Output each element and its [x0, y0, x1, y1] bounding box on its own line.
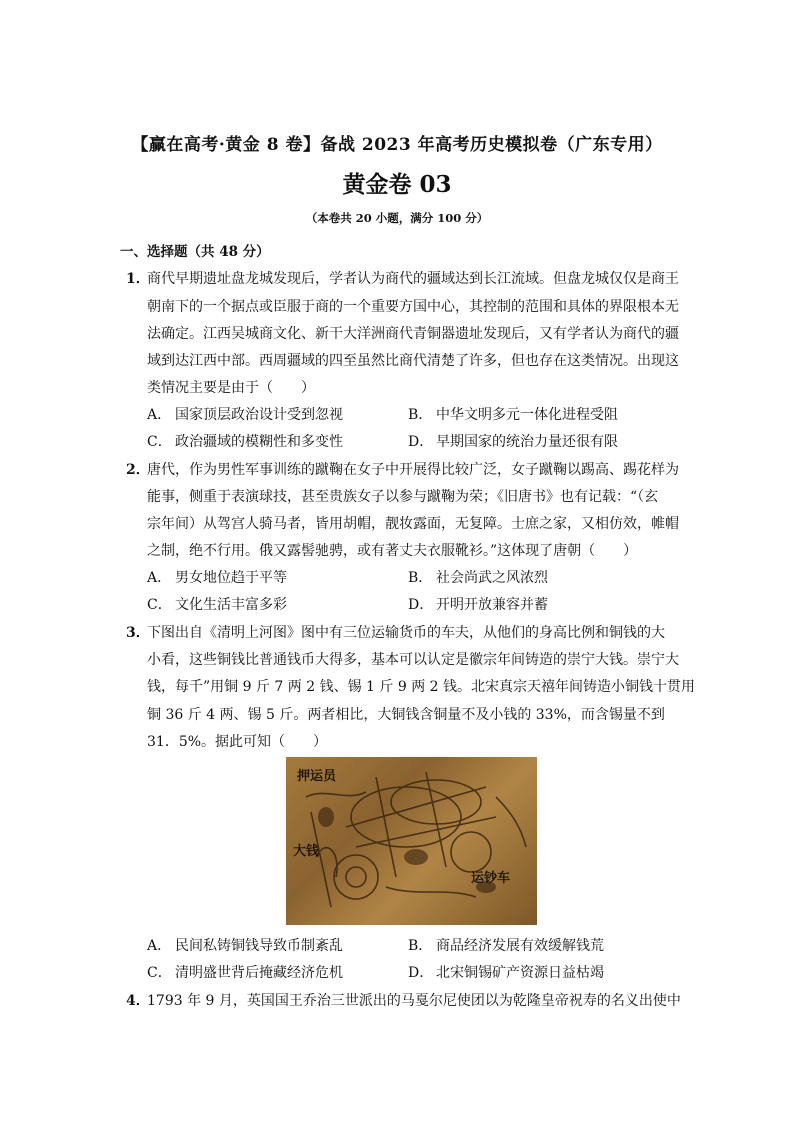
paper-title: 黄金卷 03 [342, 171, 452, 198]
question-3-option-c[interactable]: C． 清明盛世背后掩藏经济危机 [147, 965, 343, 981]
question-3-line: 下图出自《清明上河图》图中有三位运输货币的车夫，从他们的身高比例和铜钱的大 [147, 625, 665, 641]
question-4-line: 1793 年 9 月，英国国王乔治三世派出的马戛尔尼使团以为乾隆皇帝祝寿的名义出使中 [147, 993, 681, 1009]
question-3-option-d[interactable]: D． 北宋铜锡矿产资源日益枯竭 [408, 965, 604, 981]
question-2-line: 之制，绝不行用。俄又露髻驰骋，或有著丈夫衣服靴衫。”这体现了唐朝（ ） [147, 543, 638, 559]
question-3-line: 铜 36 斤 4 两、锡 5 斤。两者相比，大铜钱含铜量不及小钱的 33%，而含锡量不到 [147, 707, 665, 723]
question-1-line: 朝南下的一个据点或臣服于商的一个重要方国中心，其控制的范围和具体的界限根本无 [147, 299, 679, 315]
question-1-line: 域到达江西中部。西周疆域的四至虽然比商代清楚了许多，但也存在这类情况。出现这 [147, 353, 679, 369]
question-3-line: 钱，每千”用铜 9 斤 7 两 2 钱、锡 1 斤 9 两 2 钱。北宋真宗天禧年间铸造小铜钱十贯用 [147, 679, 696, 695]
question-2-line: 宗年间）从驾宫人骑马者，皆用胡帽，靓妆露面，无复障。士庶之家，又相仿效，帷帽 [147, 516, 679, 532]
question-2-number: 2． [126, 462, 150, 478]
question-2-option-d[interactable]: D． 开明开放兼容并蓄 [408, 597, 548, 613]
question-1-line: 法确定。江西吴城商文化、新干大洋洲商代青铜器遗址发现后，又有学者认为商代的疆 [147, 326, 679, 342]
qingming-painting-image [286, 757, 537, 925]
question-1-line: 类情况主要是由于（ ） [147, 380, 315, 396]
question-2-line: 唐代，作为男性军事训练的蹴鞠在女子中开展得比较广泛，女子蹴鞠以踢高、踢花样为 [147, 462, 679, 478]
section-title: 一、选择题（共 48 分） [120, 244, 270, 260]
question-2-option-b[interactable]: B． 社会尚武之风浓烈 [408, 570, 548, 586]
question-1-number: 1． [126, 271, 150, 287]
question-3-number: 3． [126, 625, 150, 641]
label-escort: 押运员 [297, 769, 337, 784]
question-1-option-c[interactable]: C． 政治疆域的模糊性和多变性 [147, 434, 343, 450]
label-cart: 运钞车 [471, 871, 511, 886]
question-3-line: 小看，这些铜钱比普通钱币大得多，基本可以认定是徽宗年间铸造的崇宁大钱。崇宁大 [147, 652, 679, 668]
question-2-option-c[interactable]: C． 文化生活丰富多彩 [147, 597, 287, 613]
question-3-option-b[interactable]: B． 商品经济发展有效缓解钱荒 [408, 938, 604, 954]
paper-subtitle: （本卷共 20 小题，满分 100 分） [305, 211, 489, 225]
question-1-option-a[interactable]: A． 国家顶层政治设计受到忽视 [147, 407, 343, 423]
question-1-option-b[interactable]: B． 中华文明多元一体化进程受阻 [408, 407, 618, 423]
exam-series-title: 【赢在高考·黄金 8 卷】备战 2023 年高考历史模拟卷（广东专用） [131, 135, 663, 155]
question-1-option-d[interactable]: D． 早期国家的统治力量还很有限 [408, 434, 618, 450]
question-4-number: 4． [126, 993, 150, 1009]
label-big-coin: 大钱 [293, 844, 320, 859]
question-2-option-a[interactable]: A． 男女地位趋于平等 [147, 570, 287, 586]
question-2-line: 能事，侧重于表演球技，甚至贵族女子以参与蹴鞠为荣；《旧唐书》也有记载：“（玄 [147, 489, 659, 505]
question-1-line: 商代早期遗址盘龙城发现后，学者认为商代的疆域达到长江流域。但盘龙城仅仅是商王 [147, 271, 679, 287]
question-3-line: 31．5%。据此可知（ ） [147, 734, 328, 750]
question-3-option-a[interactable]: A． 民间私铸铜钱导致币制紊乱 [147, 938, 343, 954]
